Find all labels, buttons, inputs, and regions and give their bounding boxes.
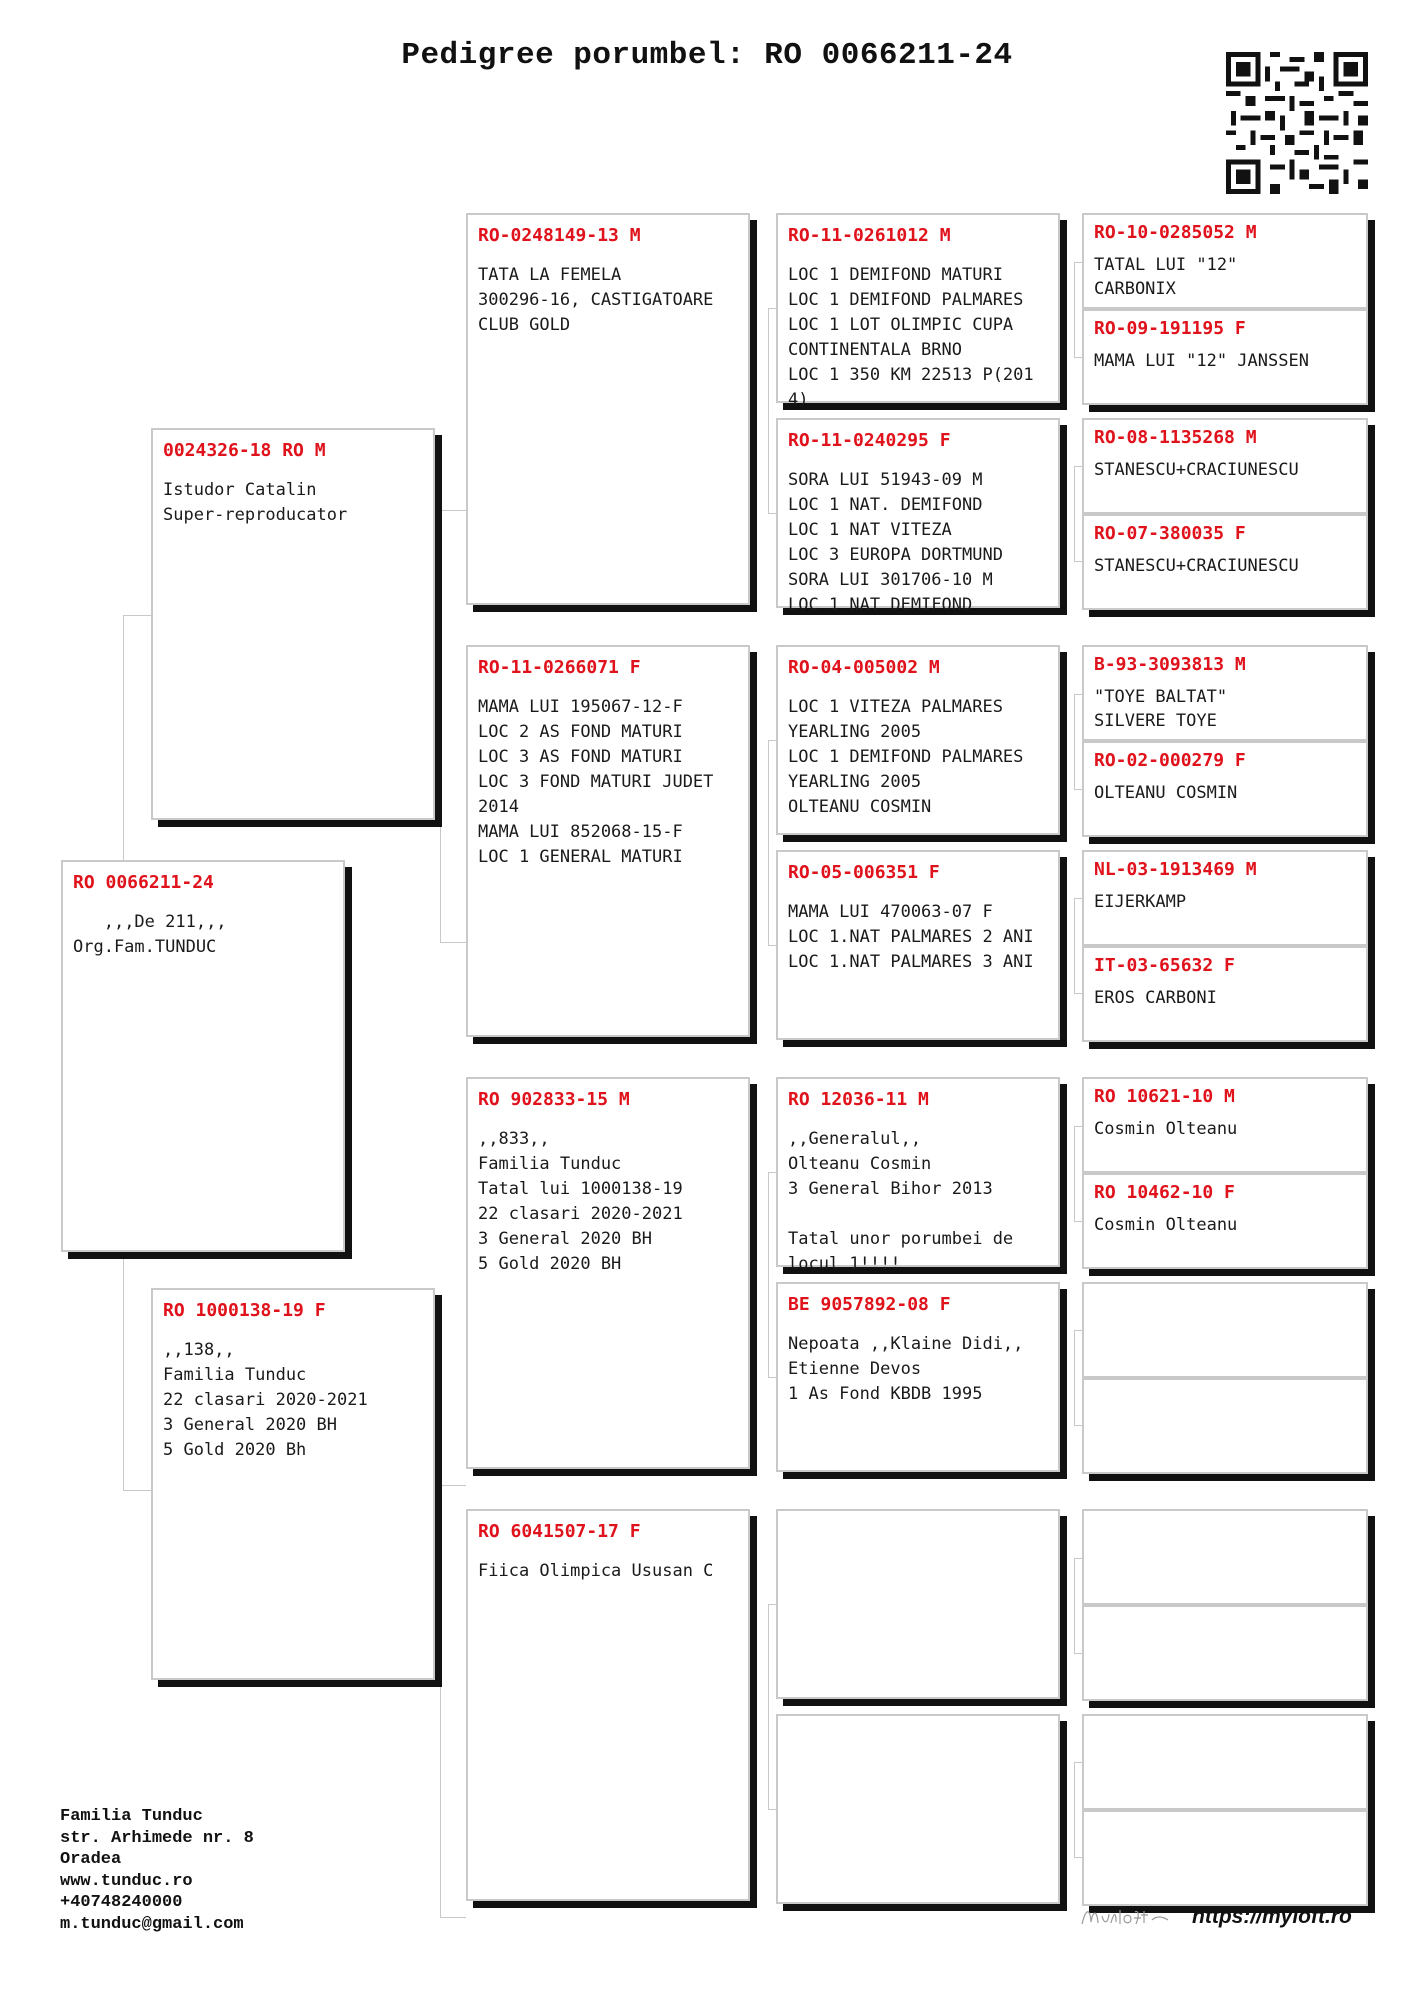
ring-number: RO-09-191195 F — [1094, 318, 1246, 339]
pigeon-card-gen5-empty[interactable] — [1082, 1282, 1368, 1378]
ring-number: RO 0066211-24 — [73, 872, 214, 893]
ring-number: RO-07-380035 F — [1094, 523, 1246, 544]
connector-line — [768, 1604, 776, 1605]
pigeon-card-gen5-empty[interactable] — [1082, 1509, 1368, 1605]
pigeon-notes: MAMA LUI 470063-07 F LOC 1.NAT PALMARES 2 ANI LOC 1.NAT PALMARES 3 ANI — [788, 902, 1034, 972]
pigeon-notes: Cosmin Olteanu — [1094, 1215, 1238, 1235]
ring-number: RO-11-0261012 M — [788, 225, 951, 246]
ring-number: RO 12036-11 M — [788, 1089, 929, 1110]
connector-line — [1074, 789, 1082, 790]
connector-line — [768, 308, 776, 309]
pigeon-notes: Nepoata ,,Klaine Didi,, Etienne Devos 1 As Fond KBDB 1995 — [788, 1334, 1024, 1404]
connector-line — [1074, 466, 1082, 467]
pigeon-card-granddam-maternal[interactable] — [466, 1509, 750, 1901]
pigeon-notes: TATA LA FEMELA 300296-16, CASTIGATOARE CLUB GOLD — [478, 265, 714, 335]
connector-line — [768, 1172, 769, 1377]
connector-line — [1074, 1126, 1075, 1221]
ring-number: 0024326-18 RO M — [163, 440, 326, 461]
ring-number: RO-02-000279 F — [1094, 750, 1246, 771]
connector-line — [1074, 466, 1075, 561]
ring-number: RO-11-0266071 F — [478, 657, 641, 678]
pigeon-notes: LOC 1 DEMIFOND MATURI LOC 1 DEMIFOND PALMARES LOC 1 LOT OLIMPIC CUPA CONTINENTALA BRNO LOC 1 350 KM 22513 P(201 4) — [788, 265, 1034, 410]
pigeon-notes: SORA LUI 51943-09 M LOC 1 NAT. DEMIFOND LOC 1 NAT VITEZA LOC 3 EUROPA DORTMUND SORA LUI 301706-10 M LOC 1 NAT DEMIFOND — [788, 470, 1003, 615]
pigeon-card-gen5[interactable] — [1082, 1173, 1368, 1269]
pigeon-card-gen5-empty[interactable] — [1082, 1378, 1368, 1474]
owner-city: Oradea — [60, 1850, 122, 1869]
pigeon-notes — [1094, 1418, 1360, 1468]
ring-number: RO-0248149-13 M — [478, 225, 641, 246]
ring-number: RO-05-006351 F — [788, 862, 940, 883]
pigeon-notes — [1094, 1549, 1360, 1599]
ring-number: NL-03-1913469 M — [1094, 859, 1257, 880]
pigeon-card-gen4[interactable] — [776, 213, 1060, 410]
pigeon-notes — [788, 1559, 1052, 1693]
pigeon-card-subject[interactable] — [61, 860, 345, 1252]
ring-number: RO 10621-10 M — [1094, 1086, 1235, 1107]
pigeon-notes: ,,138,, Familia Tunduc 22 clasari 2020-2021 3 General 2020 BH 5 Gold 2020 Bh — [163, 1340, 368, 1460]
ring-number: RO-11-0240295 F — [788, 430, 951, 451]
connector-line — [1074, 694, 1082, 695]
pigeon-card-gen5[interactable] — [1082, 741, 1368, 837]
connector-line — [1074, 1221, 1082, 1222]
owner-phone: +40748240000 — [60, 1893, 183, 1912]
pigeon-card-gen5-empty[interactable] — [1082, 1714, 1368, 1810]
pigeon-card-gen4[interactable] — [776, 418, 1060, 615]
ring-number: RO 1000138-19 F — [163, 1300, 326, 1321]
connector-line — [768, 308, 769, 513]
page-title: Pedigree porumbel: RO 0066211-24 — [401, 38, 1013, 73]
ring-number: B-93-3093813 M — [1094, 654, 1246, 675]
pigeon-notes: Istudor Catalin Super-reproducator — [163, 480, 348, 525]
connector-line — [440, 1485, 441, 1917]
pigeon-card-gen5-empty[interactable] — [1082, 1810, 1368, 1906]
ring-number: IT-03-65632 F — [1094, 955, 1235, 976]
pigeon-card-gen4-empty[interactable] — [776, 1509, 1060, 1699]
pigeon-card-grandsire-paternal[interactable] — [466, 213, 750, 605]
connector-line — [768, 945, 776, 946]
pigeon-notes: "TOYE BALTAT" SILVERE TOYE — [1094, 687, 1228, 731]
connector-line — [1074, 993, 1082, 994]
pigeon-notes — [788, 1764, 1052, 1898]
owner-name: Familia Tunduc — [60, 1807, 203, 1826]
ring-number: RO-04-005002 M — [788, 657, 940, 678]
pigeon-notes: LOC 1 VITEZA PALMARES YEARLING 2005 LOC 1 DEMIFOND PALMARES YEARLING 2005 OLTEANU COSMIN — [788, 697, 1024, 817]
pigeon-notes — [1094, 1754, 1360, 1804]
pigeon-notes: EIJERKAMP — [1094, 892, 1187, 912]
pigeon-notes: ,,Generalul,, Olteanu Cosmin 3 General Bihor 2013 Tatal unor porumbei de locul 1!!!! — [788, 1129, 1014, 1274]
pigeon-notes — [1094, 1850, 1360, 1900]
connector-line — [1074, 357, 1082, 358]
pigeon-notes: MAMA LUI 195067-12-F LOC 2 AS FOND MATURI LOC 3 AS FOND MATURI LOC 3 FOND MATURI JUDET 2014 MAMA LUI 852068-15-F LOC 1 GENERAL MATURI — [478, 697, 714, 867]
connector-line — [768, 740, 769, 945]
pigeon-card-gen5[interactable] — [1082, 850, 1368, 946]
pigeon-notes — [1094, 1645, 1360, 1695]
pigeon-card-gen5[interactable] — [1082, 514, 1368, 610]
connector-line — [123, 1490, 151, 1491]
pigeon-card-gen4[interactable] — [776, 1077, 1060, 1274]
connector-line — [1074, 1425, 1082, 1426]
pigeon-card-gen5[interactable] — [1082, 309, 1368, 405]
pigeon-card-grandsire-maternal[interactable] — [466, 1077, 750, 1469]
connector-line — [768, 1377, 776, 1378]
ring-number: RO 6041507-17 F — [478, 1521, 641, 1542]
pigeon-notes: Cosmin Olteanu — [1094, 1119, 1238, 1139]
pigeon-notes: ,,,De 211,,, Org.Fam.TUNDUC — [73, 912, 227, 957]
connector-line — [440, 510, 466, 511]
owner-website[interactable]: www.tunduc.ro — [60, 1871, 193, 1891]
connector-line — [1074, 262, 1082, 263]
pigeon-card-gen5[interactable] — [1082, 645, 1368, 741]
pigeon-notes: OLTEANU COSMIN — [1094, 783, 1238, 803]
connector-line — [1074, 1330, 1082, 1331]
ring-number: BE 9057892-08 F — [788, 1294, 951, 1315]
pigeon-notes: TATAL LUI "12" CARBONIX — [1094, 255, 1238, 299]
connector-line — [1074, 1330, 1075, 1425]
connector-line — [768, 1172, 776, 1173]
pigeon-card-gen5[interactable] — [1082, 213, 1368, 309]
connector-line — [1074, 694, 1075, 789]
connector-line — [1074, 1558, 1082, 1559]
connector-line — [768, 513, 776, 514]
pigeon-notes: STANESCU+CRACIUNESCU — [1094, 556, 1299, 576]
pigeon-notes: Fiica Olimpica Ususan C — [478, 1561, 714, 1581]
ring-number: RO-08-1135268 M — [1094, 427, 1257, 448]
connector-line — [440, 1917, 466, 1918]
connector-line — [440, 1485, 466, 1486]
connector-line — [440, 942, 466, 943]
owner-contact — [60, 1806, 254, 1935]
pigeon-card-sire[interactable] — [151, 428, 435, 820]
connector-line — [1074, 1762, 1075, 1857]
pigeon-notes: EROS CARBONI — [1094, 988, 1217, 1008]
pigeon-card-gen4[interactable] — [776, 1282, 1060, 1472]
connector-line — [768, 740, 776, 741]
pigeon-card-gen4[interactable] — [776, 850, 1060, 1040]
connector-line — [1074, 1857, 1082, 1858]
connector-line — [440, 510, 441, 942]
owner-email[interactable]: m.tunduc@gmail.com — [60, 1914, 244, 1934]
pigeon-card-gen5[interactable] — [1082, 1077, 1368, 1173]
ring-number: RO-10-0285052 M — [1094, 222, 1257, 243]
pigeon-card-gen5[interactable] — [1082, 418, 1368, 514]
pigeon-notes: ,,833,, Familia Tunduc Tatal lui 1000138-19 22 clasari 2020-2021 3 General 2020 BH 5 Gold 2020 BH — [478, 1129, 683, 1274]
connector-line — [1074, 262, 1075, 357]
pigeon-card-gen5-empty[interactable] — [1082, 1605, 1368, 1701]
connector-line — [1074, 1558, 1075, 1653]
pigeon-notes — [1094, 1322, 1360, 1372]
connector-line — [123, 615, 151, 616]
owner-street: str. Arhimede nr. 8 — [60, 1828, 254, 1848]
qr-code-icon — [1226, 52, 1368, 194]
connector-line — [1074, 561, 1082, 562]
connector-line — [1074, 1762, 1082, 1763]
myloft-link[interactable]: https://myloft.ro — [1192, 1905, 1352, 1928]
ring-number: RO 10462-10 F — [1094, 1182, 1235, 1203]
connector-line — [768, 1604, 769, 1809]
pigeon-notes: STANESCU+CRACIUNESCU — [1094, 460, 1299, 480]
pigeon-notes: MAMA LUI "12" JANSSEN — [1094, 351, 1309, 371]
connector-line — [1074, 1126, 1082, 1127]
pigeon-card-gen4-empty[interactable] — [776, 1714, 1060, 1904]
myloft-signature-logo — [1078, 1902, 1174, 1932]
pigeon-card-granddam-paternal[interactable] — [466, 645, 750, 1037]
pigeon-card-gen4[interactable] — [776, 645, 1060, 835]
pigeon-card-dam[interactable] — [151, 1288, 435, 1680]
ring-number: RO 902833-15 M — [478, 1089, 630, 1110]
connector-line — [768, 1809, 776, 1810]
pigeon-card-gen5[interactable] — [1082, 946, 1368, 1042]
connector-line — [1074, 898, 1075, 993]
connector-line — [1074, 1653, 1082, 1654]
connector-line — [1074, 898, 1082, 899]
